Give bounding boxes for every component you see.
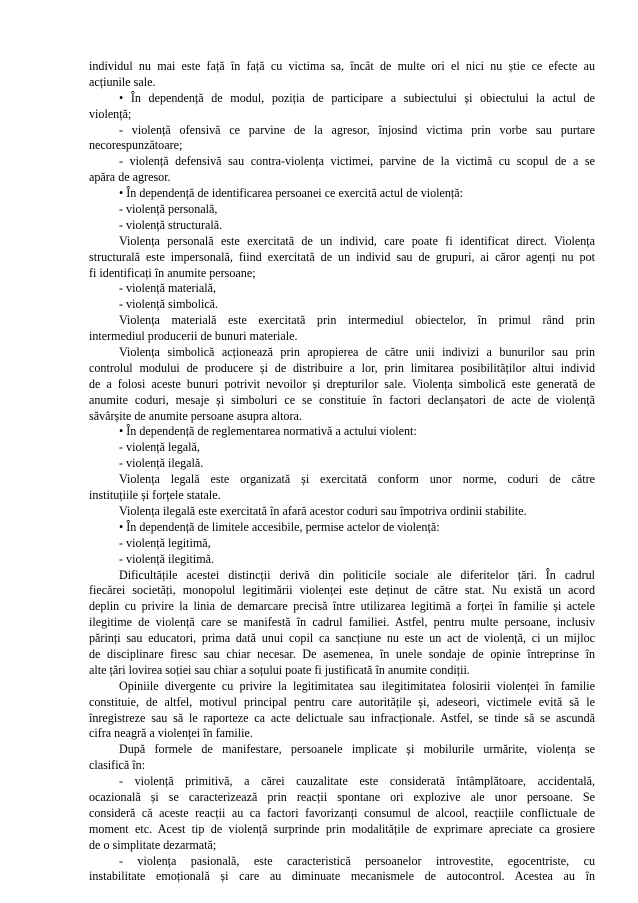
text-line: ilegitime de violență care se manifestă în cadrul familiei. Astfel, pentru multe persoane, inclusiv [89, 615, 595, 630]
text-line: violență; [89, 106, 132, 121]
text-line: - violență ilegală. [119, 456, 204, 471]
text-line: • În dependență de limitele accesibile, permise actelor de violență: [119, 519, 440, 534]
text-line: anumite coduri, mesaje și simboluri ce se constituie în factori declanșatori de acte de violență [89, 392, 595, 407]
text-line: de o simplitate dezarmată; [89, 837, 217, 852]
text-line: deplin cu privire la linia de demarcare precisă între utilizarea legitimă a forței în familie și actele [89, 599, 595, 614]
text-line: Violența legală este organizată și exercitată conform unor norme, coduri de către [119, 472, 595, 487]
text-line: de a folosi aceste bunuri potrivit nevoilor și drepturilor sale. Violența simbolică este generată de [89, 376, 595, 391]
text-line: - violență legală, [119, 440, 200, 455]
text-line: acțiunile sale. [89, 74, 156, 89]
text-line: ocazională și se caracterizează prin reacții spontane ori explozive ale unor persoane. Se [89, 789, 595, 804]
text-line: - violență defensivă sau contra-violența victimei, parvine de la victimă cu scopul de a se [119, 154, 595, 169]
document-body [89, 59, 595, 885]
text-line: înregistreze sau să le raporteze ca acte delictuale sau infracționale. Astfel, se tinde să se ascundă [89, 710, 595, 725]
text-line: - violență materială, [119, 281, 217, 296]
text-line: - violența pasională, este caracteristică persoanelor introvestite, egocentriste, cu [119, 853, 595, 868]
text-line: Violența simbolică acționează prin apropierea de către unii indivizi a bunurilor sau prin [119, 345, 595, 360]
text-line: • În dependență de reglementarea normativă a actului violent: [119, 424, 417, 439]
text-line: - violență simbolică. [119, 297, 219, 312]
text-line: - violență structurală. [119, 217, 223, 232]
text-line: - violență ilegitimă. [119, 551, 215, 566]
text-line: • În dependență de modul, poziția de participare a subiectului și obiectului la actul de [119, 90, 595, 105]
text-line: Violența ilegală este exercitată în afară acestor coduri sau împotriva ordinii stabilite. [119, 503, 527, 518]
text-line: instabilitate emoțională și care au diminuate mecanismele de autocontrol. Acestea au în [89, 869, 595, 884]
text-line: constituie, de altfel, motivul principal pentru care autoritățile și, adeseori, victimele evită să le [89, 694, 595, 709]
text-line: Violența personală este exercitată de un individ, care poate fi identificat direct. Violența [119, 233, 595, 248]
text-line: - violență legitimă, [119, 535, 211, 550]
text-line: După formele de manifestare, persoanele implicate și mobilurile urmărite, violența se [119, 742, 595, 757]
text-line: controlul modului de producere și de distribuire a lor, prin limitarea posibilităților altui individ [89, 360, 595, 375]
text-line: fiecărei societăți, monopolul legitimării violenței este deținut de către stat. Nu există un acord [89, 583, 595, 598]
text-line: Opiniile divergente cu privire la legitimitatea sau ilegitimitatea folosirii violenței în familie [119, 678, 595, 693]
text-line: - violență personală, [119, 202, 218, 217]
text-line: săvârșite de anumite persoane asupra altora. [89, 408, 302, 423]
text-line: instituțiile și forțele statale. [89, 488, 221, 503]
text-line: Violența materială este exercitată prin intermediul obiectelor, în primul rând prin [119, 313, 595, 328]
text-line: intermediul producerii de bunuri materiale. [89, 329, 298, 344]
text-line: necorespunzătoare; [89, 138, 183, 153]
text-line: - violență ofensivă ce parvine de la agresor, înjosind victima prin vorbe sau purtare [119, 122, 595, 137]
text-line: • În dependență de identificarea persoanei ce exercită actul de violență: [119, 186, 464, 201]
text-line: clasifică în: [89, 758, 146, 773]
text-line: consideră că aceste reacții au ca factori favorizanți consumul de alcool, reacțiile conflictuale de [89, 805, 595, 820]
text-line: părinți sau educatori, prima dată unui copil ca sancțiune nu este un act de violență, ci un mijloc [89, 631, 595, 646]
text-line: cifra neagră a violenței în familie. [89, 726, 253, 741]
text-line: - violență primitivă, a cărei cauzalitate este considerată întâmplătoare, accidentală, [119, 774, 595, 789]
text-line: alte țări lovirea soției sau chiar a soțului poate fi justificată în anumite condiții. [89, 662, 470, 677]
text-line: Dificultățile acestei distincții derivă din politicile sociale ale diferitelor țări. În cadrul [119, 567, 595, 582]
text-line: fi identificați în anumite persoane; [89, 265, 256, 280]
text-line: de disciplinare firesc sau chiar necesar. De asemenea, în unele sondaje de opinie întreprinse în [89, 646, 595, 661]
text-line: apăra de agresor. [89, 170, 171, 185]
text-line: structurală este impersonală, fiind exercitată de un individ sau de grupuri, ai căror agenți nu pot [89, 249, 595, 264]
text-line: moment etc. Acest tip de violență surprinde prin modalitățile de exprimare apreciate ca grosiere [89, 821, 595, 836]
text-line: individul nu mai este față în față cu victima sa, încât de multe ori el nici nu știe ce efecte au [89, 59, 595, 73]
